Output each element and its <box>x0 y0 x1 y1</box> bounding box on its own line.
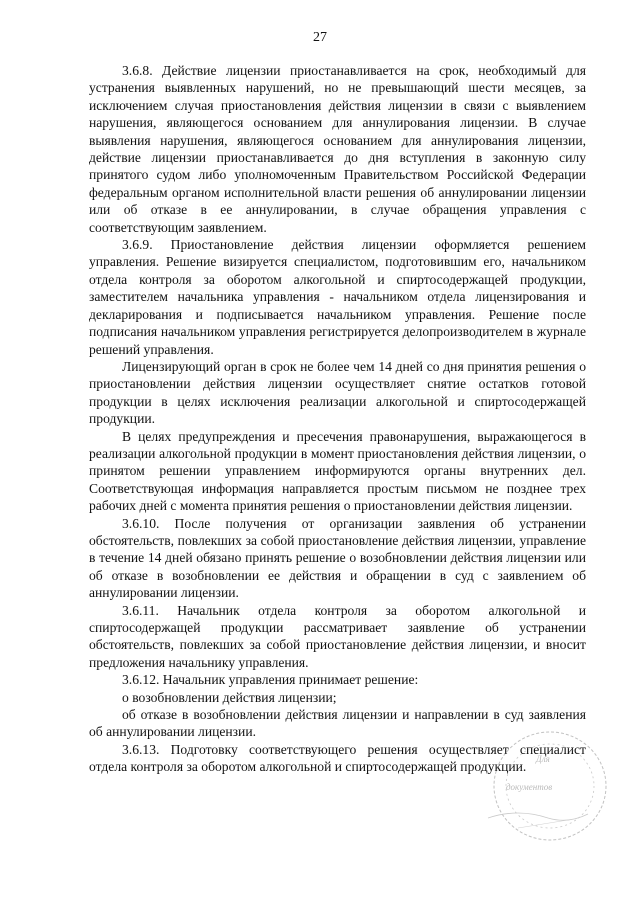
paragraph-3-6-10: 3.6.10. После получения от организации заявления об устранении обстоятельств, повлекших за собой приостановление действия лицензии, управление в течение 14 дней обязано принять решение о возобновлении действия лицензии или об отказе в возобновлении ее действия и обращении в суд с заявлением об аннулировании лицензии. <box>89 515 586 601</box>
document-body <box>89 62 586 776</box>
svg-text:Для: Для <box>536 754 550 764</box>
paragraph-3-6-8: 3.6.8. Действие лицензии приостанавливается на срок, необходимый для устранения выявленных нарушений, но не превышающий шести месяцев, за исключением случая приостановления действия лицензии в связи с выявлением нарушения, являющегося основанием для аннулирования лицензии. В случае выявления нарушения, являющегося основанием для аннулирования лицензии, действие лицензии приостанавливается до дня вступления в законную силу принятого судом либо уполномоченным Правительством Российской Федерации федеральным органом исполнительной власти решения об аннулировании лицензии или об отказе в ее аннулировании, в случае обращения управления с соответствующим заявлением. <box>89 63 586 235</box>
official-stamp-image <box>478 728 608 848</box>
page-number: 27 <box>313 30 327 45</box>
decision-option-resume: о возобновлении действия лицензии; <box>122 689 337 705</box>
paragraph-3-6-11: 3.6.11. Начальник отдела контроля за оборотом алкогольной и спиртосодержащей продукции рассматривает заявление об устранении обстоятельств, повлекших за собой приостановление действия лицензии, и вносит предложения начальнику управления. <box>89 602 586 670</box>
paragraph-3-6-13: 3.6.13. Подготовку соответствующего решения осуществляет специалист отдела контроля за оборотом алкогольной и спиртосодержащей продукции. <box>89 741 586 775</box>
decision-option-refuse: об отказе в возобновлении действия лицензии и направлении в суд заявления об аннулировании лицензии. <box>89 707 586 740</box>
paragraph-police-notification: В целях предупреждения и пресечения правонарушения, выражающегося в реализации алкогольной продукции в момент приостановления действия лицензии, о принятом решении управлением информируются органы внутренних дел. Соответствующая информация направляется простым письмом не позднее трех рабочих дней с момента принятия решения о приостановлении действия лицензии. <box>89 428 586 514</box>
paragraph-stock-removal: Лицензирующий орган в срок не более чем 14 дней со дня принятия решения о приостановлении действия лицензии осуществляет снятие остатков готовой продукции в целях исключения реализации алкогольной и спиртосодержащей продукции. <box>89 358 586 427</box>
svg-text:документов: документов <box>506 782 553 792</box>
paragraph-3-6-9: 3.6.9. Приостановление действия лицензии оформляется решением управления. Решение визируется специалистом, подготовившим его, начальником отдела контроля за оборотом алкогольной и спиртосодержащей продукции, заместителем начальника управления - начальником отдела лицензирования и декларирования и подписывается начальником управления. Решение после подписания начальником управления регистрируется делопроизводителем в журнале решений управления. <box>89 237 586 357</box>
paragraph-3-6-12: 3.6.12. Начальник управления принимает решение: <box>122 672 419 688</box>
